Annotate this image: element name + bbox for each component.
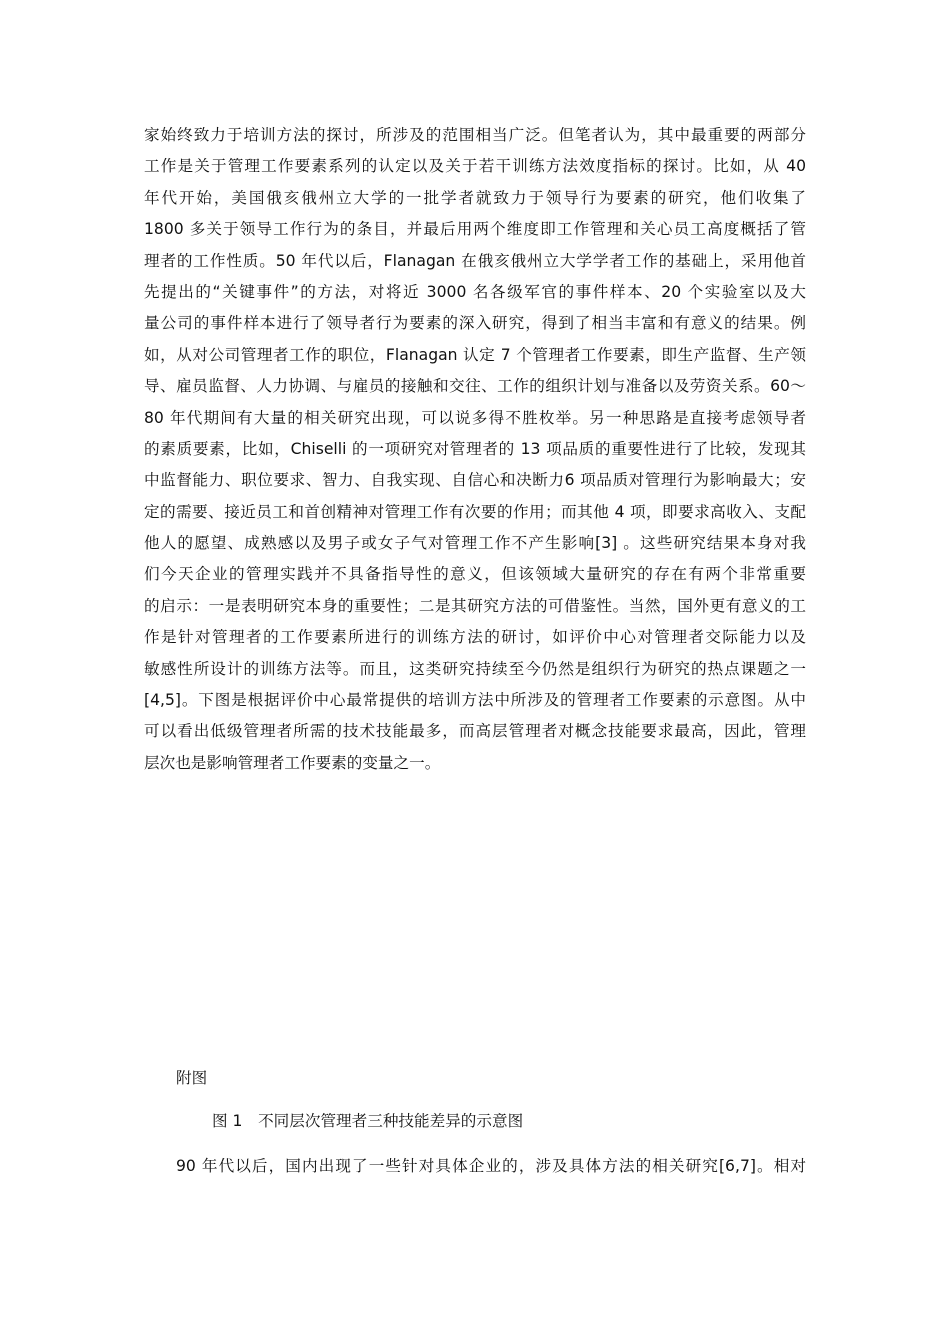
body-line-7: 量公司的事件样本进行了领导者行为要素的深入研究，得到了相当丰富和有意义的结果。例	[144, 314, 806, 333]
body-line-13: 定的需要、接近员工和首创精神对管理工作有次要的作用；而其他 4 项，即要求高收入、支配	[144, 502, 806, 521]
body-line-20: 可以看出低级管理者所需的技术技能最多，而高层管理者对概念技能要求最高，因此，管理	[144, 722, 806, 741]
body-line-3: 年代开始，美国俄亥俄州立大学的一批学者就致力于领导行为要素的研究，他们收集了	[144, 188, 806, 207]
body-line-6: 先提出的“关键事件”的方法，对将近 3000 名各级军官的事件样本、20 个实验室以及大	[144, 282, 806, 301]
body-line-4: 1800 多关于领导工作行为的条目，并最后用两个维度即工作管理和关心员工高度概括了管	[144, 220, 806, 239]
body-line-5: 理者的工作性质。50 年代以后，Flanagan 在俄亥俄州立大学学者工作的基础上，采用他首	[144, 251, 806, 270]
body-line-1: 家始终致力于培训方法的探讨，所涉及的范围相当广泛。但笔者认为，其中最重要的两部分	[144, 126, 806, 144]
body-line-8: 如，从对公司管理者工作的职位，Flanagan 认定 7 个管理者工作要素，即生产监督、生产领	[144, 345, 806, 364]
body-line-12: 中监督能力、职位要求、智力、自我实现、自信心和决断力6 项品质对管理行为影响最大；安	[144, 471, 806, 490]
body-line-18: 敏感性所设计的训练方法等。而且，这类研究持续至今仍然是组织行为研究的热点课题之一	[144, 659, 806, 678]
next-paragraph: 90 年代以后，国内出现了一些针对具体企业的，涉及具体方法的相关研究[6,7]。相对	[176, 1157, 806, 1175]
figure-caption: 图 1 不同层次管理者三种技能差异的示意图	[212, 1112, 524, 1130]
body-line-10: 80 年代期间有大量的相关研究出现，可以说多得不胜枚举。另一种思路是直接考虑领导者	[144, 408, 806, 427]
appendix-label: 附图	[176, 1069, 208, 1087]
body-line-21: 层次也是影响管理者工作要素的变量之一。	[144, 753, 441, 772]
body-line-14: 他人的愿望、成熟感以及男子或女子气对管理工作不产生影响[3] 。这些研究结果本身对我	[144, 534, 806, 553]
body-line-2: 工作是关于管理工作要素系列的认定以及关于若干训练方法效度指标的探讨。比如，从 40	[144, 157, 806, 176]
body-line-17: 作是针对管理者的工作要素所进行的训练方法的研讨，如评价中心对管理者交际能力以及	[144, 628, 806, 647]
body-line-19: [4,5]。下图是根据评价中心最常提供的培训方法中所涉及的管理者工作要素的示意图。从中	[144, 691, 806, 710]
body-line-16: 的启示：一是表明研究本身的重要性；二是其研究方法的可借鉴性。当然，国外更有意义的工	[144, 596, 806, 615]
body-line-9: 导、雇员监督、人力协调、与雇员的接触和交往、工作的组织计划与准备以及劳资关系。60～	[144, 377, 806, 396]
body-line-11: 的素质要素，比如，Chiselli 的一项研究对管理者的 13 项品质的重要性进行了比较，发现其	[144, 439, 806, 458]
body-paragraph	[144, 120, 806, 779]
body-line-15: 们今天企业的管理实践并不具备指导性的意义，但该领域大量研究的存在有两个非常重要	[144, 565, 806, 584]
